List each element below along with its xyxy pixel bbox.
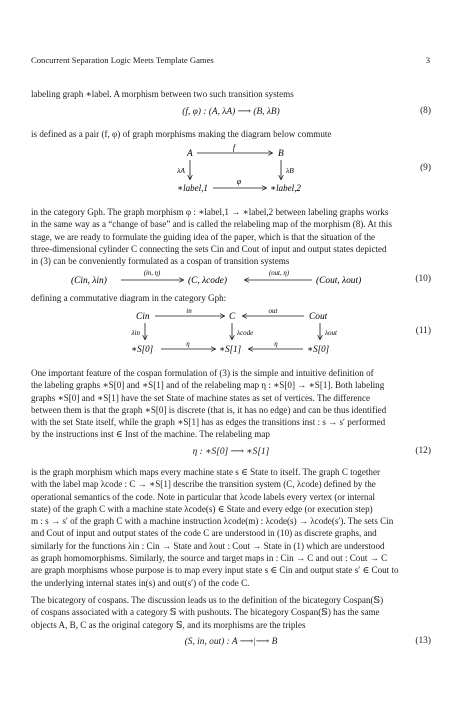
equation-body: (S, in, out) : A ⟶|⟶ B (184, 637, 278, 647)
text-line: and Cout of input and output states of the code C are understood in (10) as discrete graphs, and (31, 528, 377, 539)
text-line: with the set State itself, while the graph ∗S[1] has as edges the transitions inst : s → s′ performed (31, 417, 386, 428)
node-c: C (229, 312, 236, 322)
node-a: A (187, 149, 193, 159)
equation-10-svg (31, 266, 431, 288)
text-line: similarly for the functions λin : Cin → State and λout : Cout → State in (1) which are understood (31, 540, 385, 551)
node-s0-right: ∗S[0] (307, 344, 330, 354)
node-b: B (278, 149, 284, 159)
label-in-eta: (in, η) (143, 270, 161, 277)
diagram-9 (31, 143, 431, 199)
text-line: in the same way as a “change of base” and is called the relabeling map of the morphism (8). At this (31, 219, 392, 230)
node-s1: ∗S[1] (219, 344, 242, 354)
equation-body: (f, φ) : (A, λA) ⟶ (B, λB) (182, 107, 280, 117)
label-lambda-code: λcode (237, 329, 254, 337)
equation-8 (31, 106, 431, 120)
equation-number: (11) (415, 326, 431, 336)
text-line: state) of the graph C with a machine state λcode(s) ∈ State and every edge (or execution step) (31, 503, 373, 514)
text-line: stage, we are ready to formulate the guiding idea of the paper, which is that the situation of the (31, 231, 376, 242)
equation-13 (31, 636, 431, 650)
text-line: defining a commutative diagram in the category Gph: (31, 293, 227, 303)
paragraph-2 (31, 128, 431, 140)
label-out: out (268, 307, 278, 315)
text-line: operational semantics of the code. Note in particular that λcode labels every vertex (or internal (31, 491, 376, 502)
label-lambda-out: λout (325, 329, 337, 337)
equation-number: (8) (420, 106, 431, 116)
paragraph-3 (31, 206, 431, 267)
text-line: labeling graph ∗label. A morphism between two such transition systems (31, 89, 294, 99)
text-line: is the graph morphism which maps every machine state s ∈ State to itself. The graph C together (31, 467, 381, 477)
text-line: in (3) can be conveniently formulated as a cospan of transition systems (31, 256, 290, 267)
paragraph-7 (31, 594, 431, 631)
paragraph-5 (31, 367, 431, 441)
diagram-11 (31, 308, 431, 356)
equation-number: (10) (415, 274, 431, 284)
label-eta-right: η (274, 340, 278, 348)
paragraph-1 (31, 88, 431, 100)
running-header (31, 55, 430, 69)
node-c: (C, λcode) (188, 276, 227, 286)
label-lambda-a: λA (177, 166, 185, 175)
equation-body: η : ∗S[0] ⟶ ∗S[1] (192, 447, 270, 457)
text-line: is defined as a pair (f, φ) of graph morphisms making the diagram below commute (31, 129, 332, 139)
label-in: in (186, 307, 192, 315)
label-phi: φ (236, 177, 242, 186)
text-line: of cospans associated with a category 𝕊 with pushouts. The bicategory Cospan(𝕊) has the same (31, 607, 380, 618)
equation-number: (12) (415, 446, 431, 456)
node-cout: Cout (309, 312, 328, 322)
text-line: three-dimensional cylinder C connecting the sets Cin and Cout of input and output states depicted (31, 243, 387, 254)
label-f: f (232, 143, 236, 152)
label-out-eta: (out, η) (269, 270, 289, 277)
text-line: in the category Gph. The graph morphism φ : ∗label,1 → ∗label,2 between labeling graphs works (31, 207, 389, 217)
label-lambda-b: λB (286, 166, 294, 175)
text-line: One important feature of the cospan formulation of (3) is the simple and intuitive definition of (31, 368, 374, 378)
paragraph-4 (31, 292, 431, 304)
text-line: objects A, B, C as the original category 𝕊, and its morphisms are the triples (31, 619, 306, 630)
text-line: with the label map λcode : C → ∗S[1] describe the transition system (C, λcode) defined by the (31, 479, 376, 490)
node-label-2: ∗label,2 (270, 183, 301, 193)
text-line: the underlying internal states in(s) and out(s′) of the code C. (31, 577, 250, 588)
node-s0-left: ∗S[0] (131, 344, 154, 354)
text-line: The bicategory of cospans. The discussion leads us to the definition of the bicategory Cospan(𝕊) (31, 595, 384, 605)
diagram-11-svg (31, 308, 431, 356)
page-number: 3 (425, 55, 430, 65)
text-line: the labeling graphs ∗S[0] and ∗S[1] and of the relabeling map η : ∗S[0] → ∗S[1]. Both labeling (31, 380, 385, 391)
label-lambda-in: λin (131, 329, 140, 337)
paragraph-6 (31, 466, 431, 589)
label-eta-left: η (186, 340, 190, 348)
equation-12 (31, 446, 431, 460)
node-cin: Cin (136, 312, 150, 322)
text-line: m : s → s′ of the graph C with a machine instruction λcode(m) : λcode(s) → λcode(s′). The sets Cin (31, 516, 394, 527)
equation-10 (31, 266, 431, 288)
text-line: as graph homomorphisms. Similarly, the source and target maps in : Cin → C and out : Cout → C (31, 553, 388, 564)
equation-number: (9) (420, 163, 431, 173)
text-line: are graph morphisms whose purpose is to map every input state s ∈ Cin and output state s′ ∈ Cout to (31, 565, 399, 576)
running-title: Concurrent Separation Logic Meets Template Games (31, 55, 214, 65)
node-cout: (Cout, λout) (316, 276, 362, 286)
text-line: between them is that the graph ∗S[0] is discrete (that is, it has no edge) and can be thus identified (31, 404, 387, 415)
node-cin: (Cin, λin) (71, 276, 107, 286)
text-line: by the instructions inst ∈ Inst of the machine. The relabeling map (31, 429, 270, 440)
text-line: graphs ∗S[0] and ∗S[1] have the set State of machine states as set of vertices. The difference (31, 392, 371, 403)
equation-number: (13) (415, 636, 431, 646)
diagram-9-svg (31, 143, 431, 199)
node-label-1: ∗label,1 (177, 183, 208, 193)
